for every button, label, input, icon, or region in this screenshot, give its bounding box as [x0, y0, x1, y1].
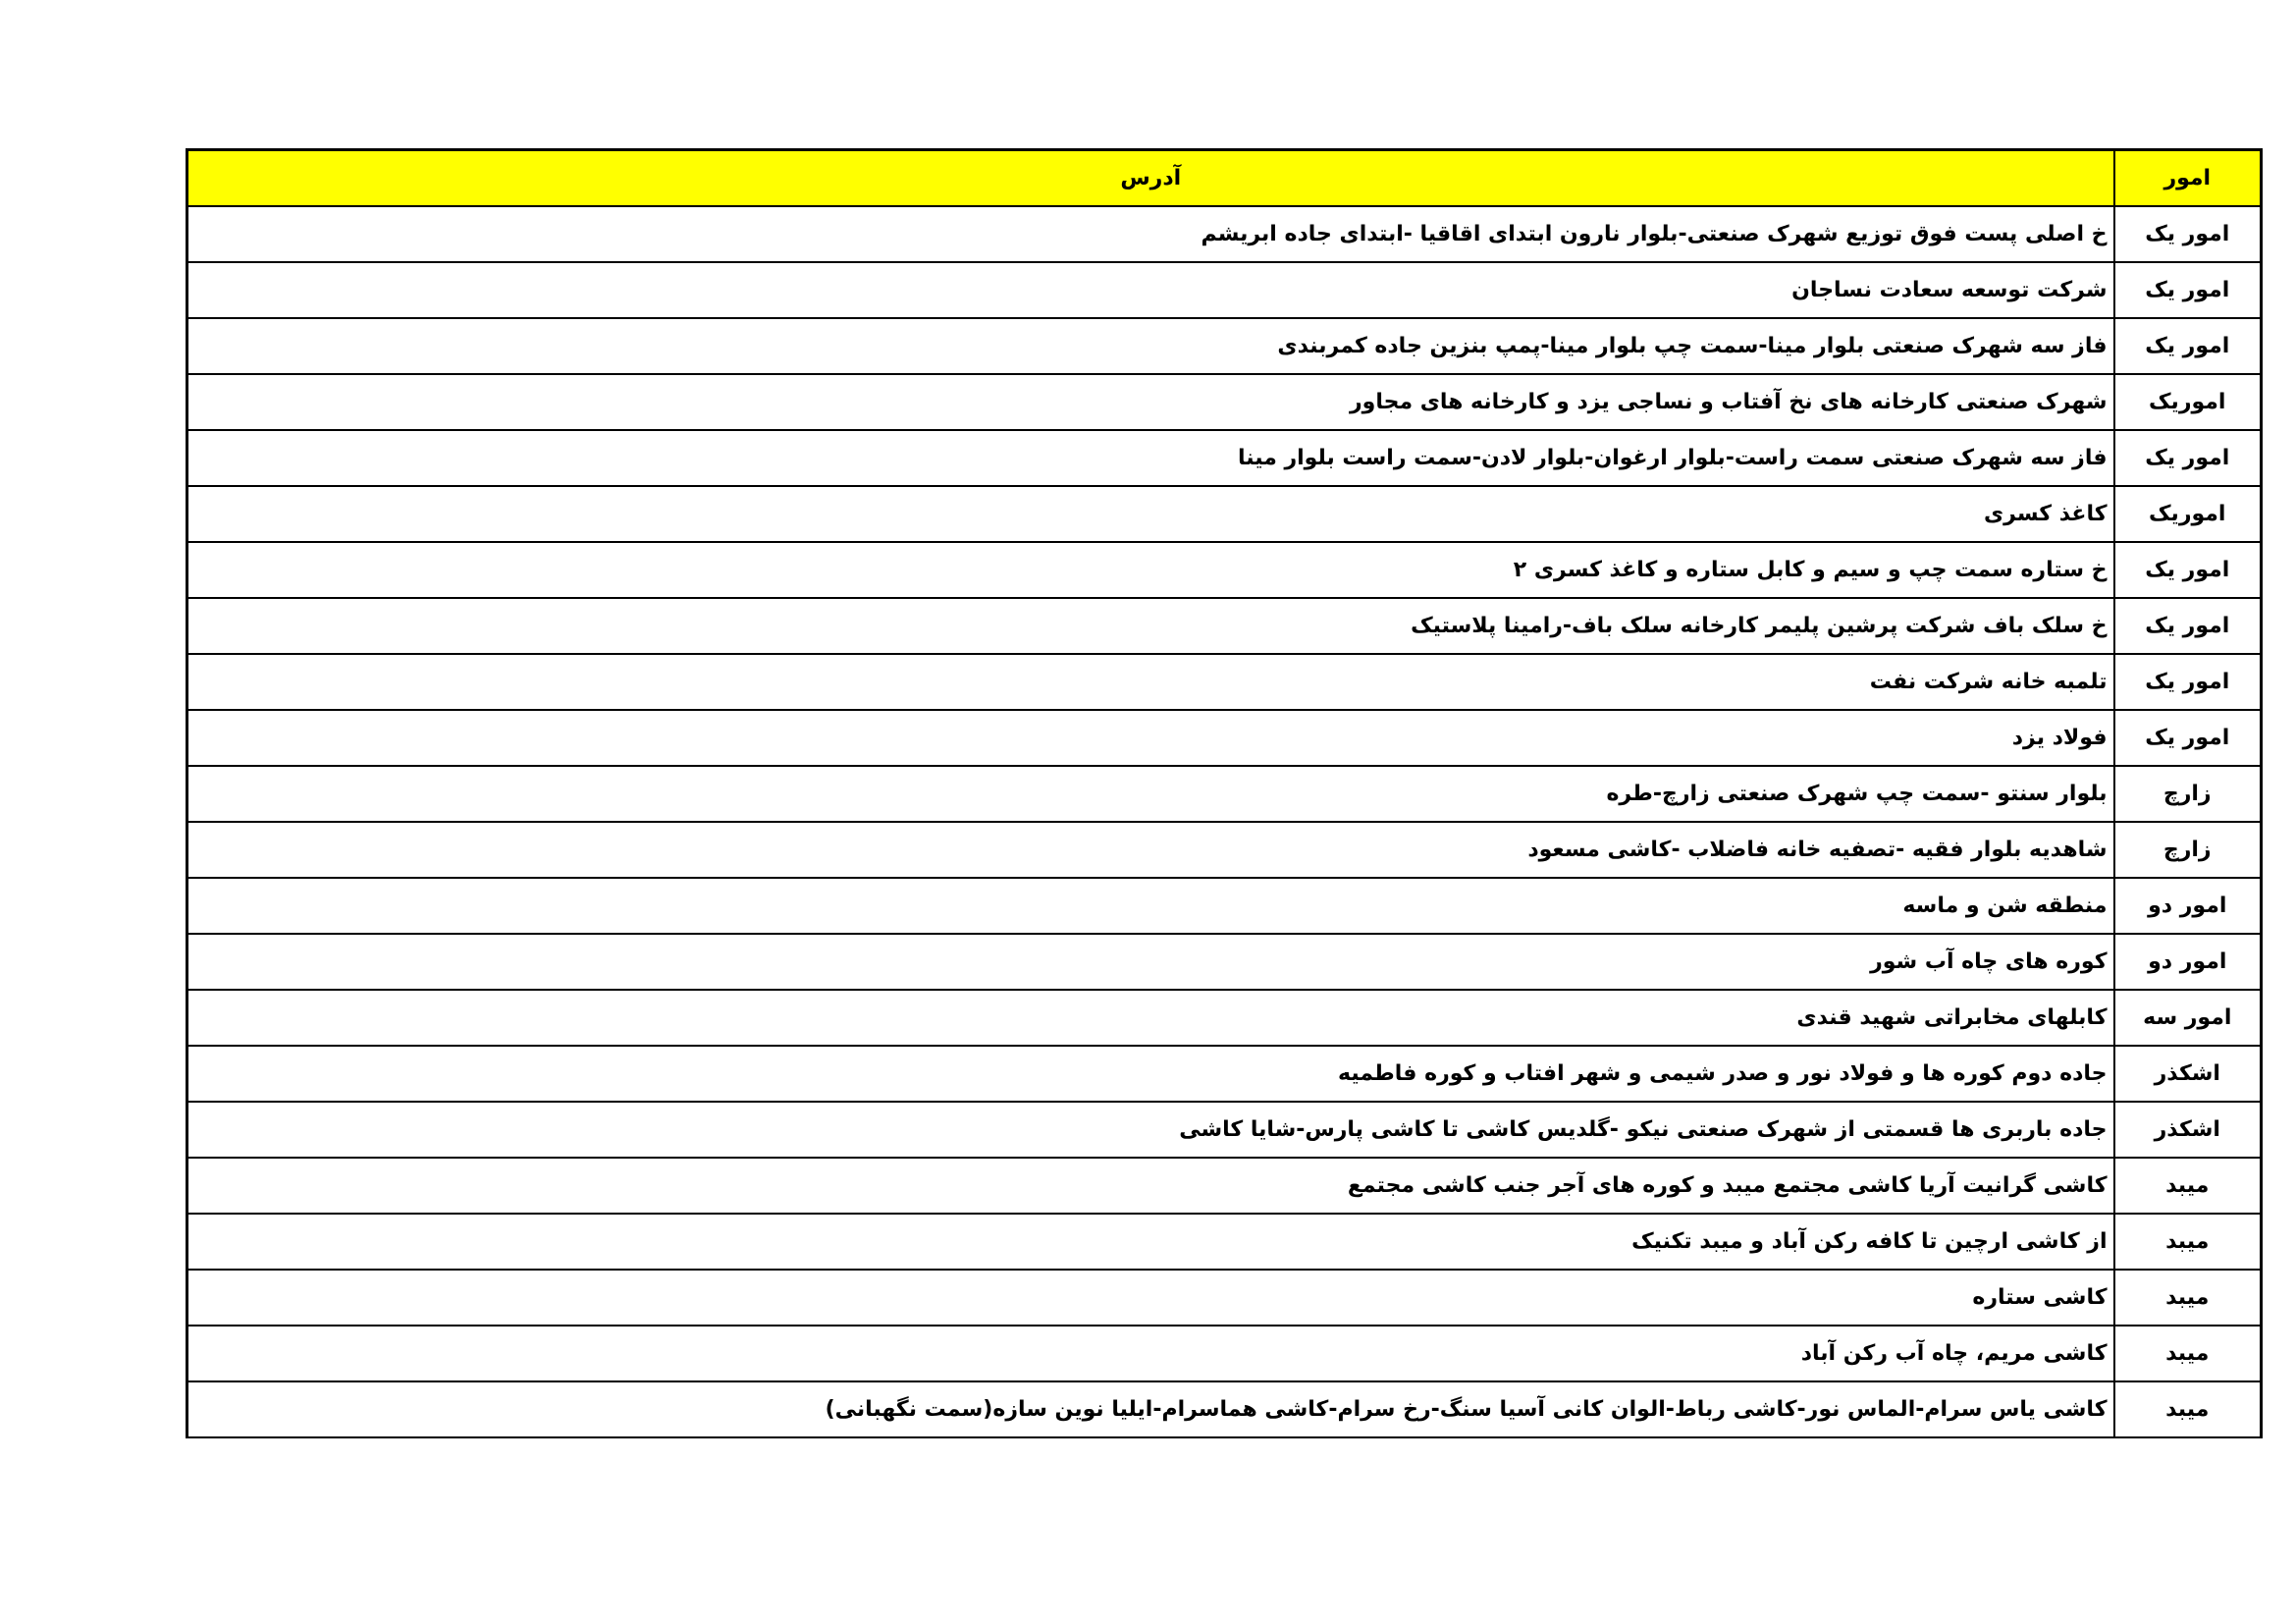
address-cell: تلمبه خانه شرکت نفت [187, 654, 2114, 710]
area-cell: امور سه [2114, 990, 2262, 1046]
area-cell: میبد [2114, 1158, 2262, 1214]
area-cell: اموریک [2114, 374, 2262, 430]
table-row [187, 1158, 2262, 1214]
area-cell: میبد [2114, 1214, 2262, 1270]
address-cell: بلوار سنتو -سمت چپ شهرک صنعتی زارچ-طره [187, 766, 2114, 822]
table-row [187, 878, 2262, 934]
table-row [187, 206, 2262, 262]
area-cell: میبد [2114, 1381, 2262, 1437]
table-row [187, 1102, 2262, 1158]
address-cell: جاده باربری ها قسمتی از شهرک صنعتی نیکو -گلدیس کاشی تا کاشی پارس-شایا کاشی [187, 1102, 2114, 1158]
area-cell: میبد [2114, 1326, 2262, 1381]
address-cell: شرکت توسعه سعادت نساجان [187, 262, 2114, 318]
table-row [187, 374, 2262, 430]
address-cell: کاشی ستاره [187, 1270, 2114, 1326]
area-cell: امور دو [2114, 878, 2262, 934]
address-cell: شهرک صنعتی کارخانه های نخ آفتاب و نساجی یزد و کارخانه های مجاور [187, 374, 2114, 430]
header-row [187, 150, 2262, 207]
address-cell: خ ستاره سمت چپ و سیم و کابل ستاره و کاغذ کسری ۲ [187, 542, 2114, 598]
table-header [187, 150, 2262, 207]
area-cell: امور یک [2114, 262, 2262, 318]
table-body [187, 206, 2262, 1437]
address-cell: از کاشی ارچین تا کافه رکن آباد و میبد تکنیک [187, 1214, 2114, 1270]
table-row [187, 430, 2262, 486]
area-cell: امور یک [2114, 318, 2262, 374]
outage-sheet [186, 148, 2260, 1438]
table-row [187, 1046, 2262, 1102]
area-column-header: امور [2114, 150, 2262, 207]
area-cell: امور یک [2114, 654, 2262, 710]
address-cell: کاشی یاس سرام-الماس نور-کاشی رباط-الوان کانی آسیا سنگ-رخ سرام-کاشی هماسرام-ایلیا نوین سازه(سمت نگهبانی) [187, 1381, 2114, 1437]
area-cell: اموریک [2114, 486, 2262, 542]
area-cell: امور یک [2114, 542, 2262, 598]
address-cell: کاشی گرانیت آریا کاشی مجتمع میبد و کوره های آجر جنب کاشی مجتمع [187, 1158, 2114, 1214]
address-cell: جاده دوم کوره ها و فولاد نور و صدر شیمی و شهر افتاب و کوره فاطمیه [187, 1046, 2114, 1102]
address-cell: خ سلک باف شرکت پرشین پلیمر کارخانه سلک باف-رامینا پلاستیک [187, 598, 2114, 654]
address-column-header: آدرس [187, 150, 2114, 207]
address-cell: کابلهای مخابراتی شهید قندی [187, 990, 2114, 1046]
area-cell: امور یک [2114, 430, 2262, 486]
address-cell: خ اصلی پست فوق توزیع شهرک صنعتی-بلوار نارون ابتدای اقاقیا -ابتدای جاده ابریشم [187, 206, 2114, 262]
table-row [187, 822, 2262, 878]
table-row [187, 1381, 2262, 1437]
address-cell: کاشی مریم، چاه آب رکن آباد [187, 1326, 2114, 1381]
outage-table [186, 148, 2263, 1438]
table-row [187, 766, 2262, 822]
area-cell: اشکذر [2114, 1046, 2262, 1102]
address-cell: شاهدیه بلوار فقیه -تصفیه خانه فاضلاب -کاشی مسعود [187, 822, 2114, 878]
area-cell: زارچ [2114, 822, 2262, 878]
area-cell: امور یک [2114, 206, 2262, 262]
area-cell: میبد [2114, 1270, 2262, 1326]
address-cell: فاز سه شهرک صنعتی بلوار مینا-سمت چپ بلوار مینا-پمپ بنزین جاده کمربندی [187, 318, 2114, 374]
address-cell: کوره های چاه آب شور [187, 934, 2114, 990]
table-row [187, 598, 2262, 654]
table-row [187, 934, 2262, 990]
area-cell: امور یک [2114, 598, 2262, 654]
table-row [187, 262, 2262, 318]
table-row [187, 1326, 2262, 1381]
area-cell: امور یک [2114, 710, 2262, 766]
table-row [187, 486, 2262, 542]
area-cell: اشکذر [2114, 1102, 2262, 1158]
address-cell: منطقه شن و ماسه [187, 878, 2114, 934]
address-cell: کاغذ کسری [187, 486, 2114, 542]
address-cell: فولاد یزد [187, 710, 2114, 766]
area-cell: زارچ [2114, 766, 2262, 822]
table-row [187, 1214, 2262, 1270]
address-cell: فاز سه شهرک صنعتی سمت راست-بلوار ارغوان-بلوار لادن-سمت راست بلوار مینا [187, 430, 2114, 486]
table-row [187, 710, 2262, 766]
table-row [187, 1270, 2262, 1326]
table-row [187, 542, 2262, 598]
table-row [187, 654, 2262, 710]
area-cell: امور دو [2114, 934, 2262, 990]
table-row [187, 318, 2262, 374]
table-row [187, 990, 2262, 1046]
